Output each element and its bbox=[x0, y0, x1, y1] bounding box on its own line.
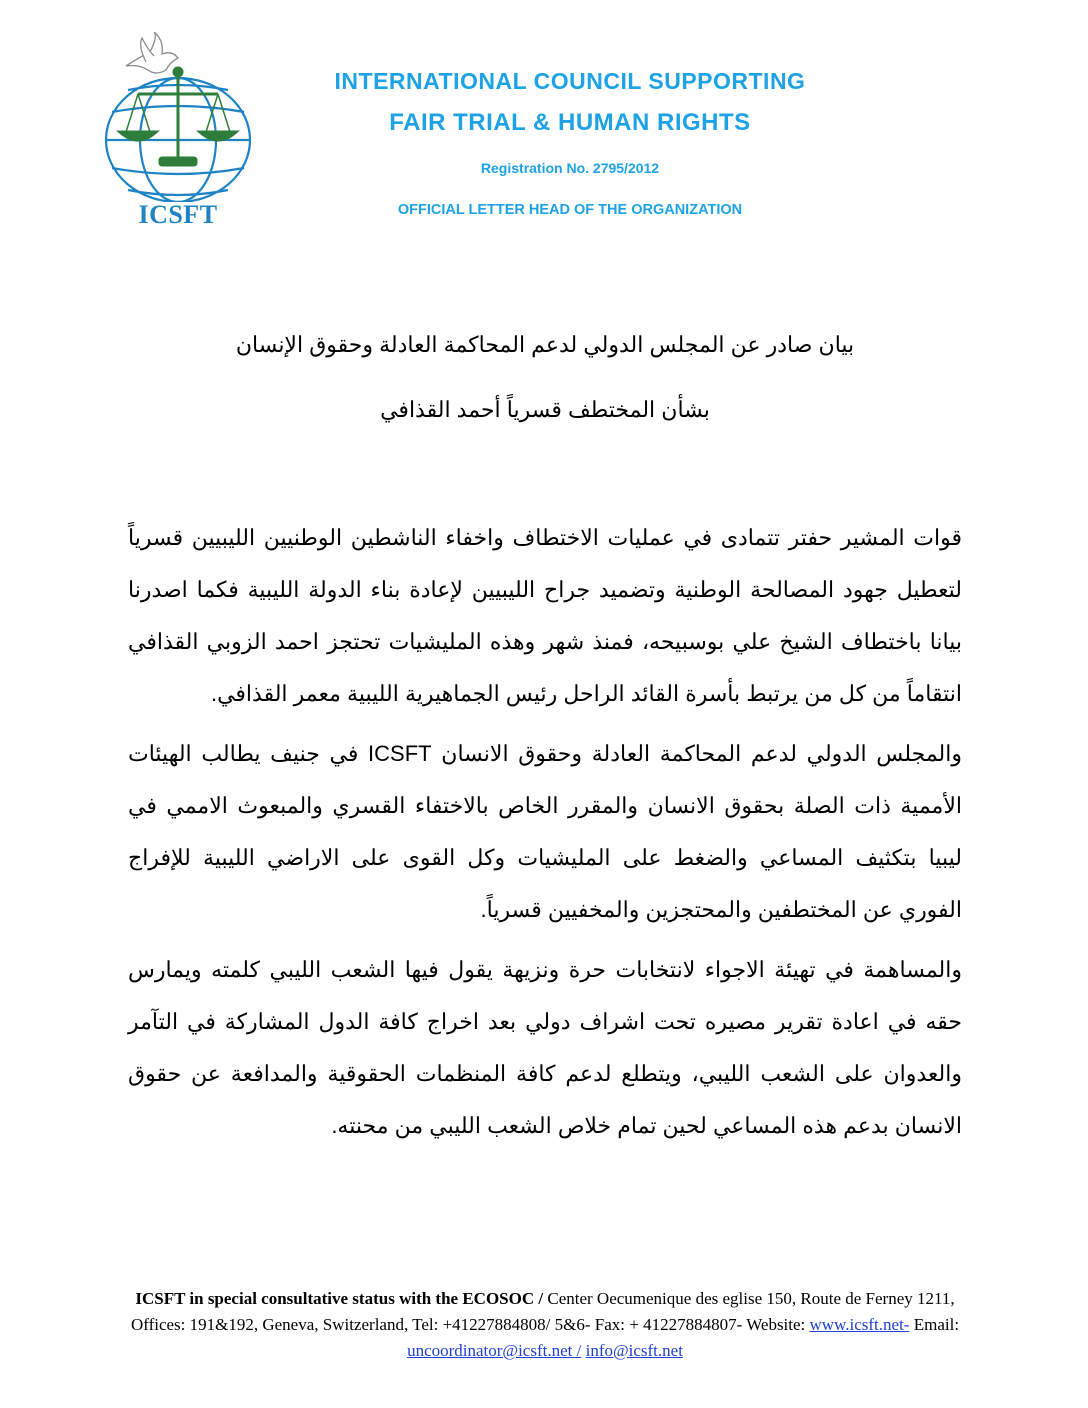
email-link-info[interactable]: info@icsft.net bbox=[585, 1341, 683, 1360]
footer bbox=[130, 1286, 960, 1364]
footer-status: ICSFT in special consultative status with the ECOSOC / bbox=[135, 1289, 544, 1308]
body-paragraph: والمجلس الدولي لدعم المحاكمة العادلة وحقوق الانسان ICSFT في جنيف يطالب الهيئات الأممية ذات الصلة بحقوق الانسان والمقرر الخاص بالاختفاء القسري والمبعوث الاممي في ليبيا بتكثيف المساعي والضغط على المليشيات وكل القوى على الاراضي الليبية للإفراج الفوري عن المختطفين والمحتجزين والمخفيين قسرياً. bbox=[128, 741, 962, 922]
body-paragraph: قوات المشير حفتر تتمادى في عمليات الاختطاف واخفاء الناشطين الوطنيين الليبيين قسرياً لتعطيل جهود المصالحة الوطنية وتضميد جراح الليبيين لإعادة بناء الدولة الليبية فكما اصدرنا بيانا باختطاف الشيخ علي بوسبيحه، فمنذ شهر وهذه المليشيات تحتجز احمد الزوبي القذافي انتقاماً من كل من يرتبط بأسرة القائد الراحل رئيس الجماهيرية الليبية معمر القذافي. bbox=[128, 525, 962, 706]
website-link[interactable]: www.icsft.net- bbox=[809, 1315, 910, 1334]
organization-name-line1: INTERNATIONAL COUNCIL SUPPORTING bbox=[334, 68, 806, 94]
official-letterhead-label: OFFICIAL LETTER HEAD OF THE ORGANIZATION bbox=[397, 202, 743, 218]
statement-title: بيان صادر عن المجلس الدولي لدعم المحاكمة العادلة وحقوق الإنسان bbox=[235, 332, 855, 357]
logo-text: ICSFT bbox=[138, 200, 218, 229]
statement-body bbox=[128, 512, 962, 1160]
registration-number: Registration No. 2795/2012 bbox=[480, 160, 660, 176]
organization-name-line2: FAIR TRIAL & HUMAN RIGHTS bbox=[389, 109, 751, 136]
statement-subtitle: بشأن المختطف قسرياً أحمد القذافي bbox=[380, 397, 710, 422]
body-paragraph: والمساهمة في تهيئة الاجواء لانتخابات حرة ونزيهة يقول فيها الشعب الليبي كلمته ويمارس حقه في اعادة تقرير مصيره تحت اشراف دولي بعد اخراج كافة الدول المشاركة في التآمر والعدوان على الشعب الليبي، ويتطلع لدعم كافة المنظمات الحقوقية والمدافعة عن حقوق الانسان بدعم هذه المساعي لحين تمام خلاص الشعب الليبي من محنته. bbox=[128, 957, 962, 1138]
letterhead bbox=[0, 0, 1088, 240]
footer-email-label: Email: bbox=[909, 1315, 960, 1334]
email-link-uncoordinator[interactable]: uncoordinator@icsft.net / bbox=[407, 1341, 582, 1360]
footer-address: Center Oecumenique des eglise 150, Route de Ferney 1211, Offices: 191&192, Geneva, Switzerland, Tel: +41227884808/ 5&6- Fax: + 41227884807- Website: bbox=[130, 1289, 955, 1334]
